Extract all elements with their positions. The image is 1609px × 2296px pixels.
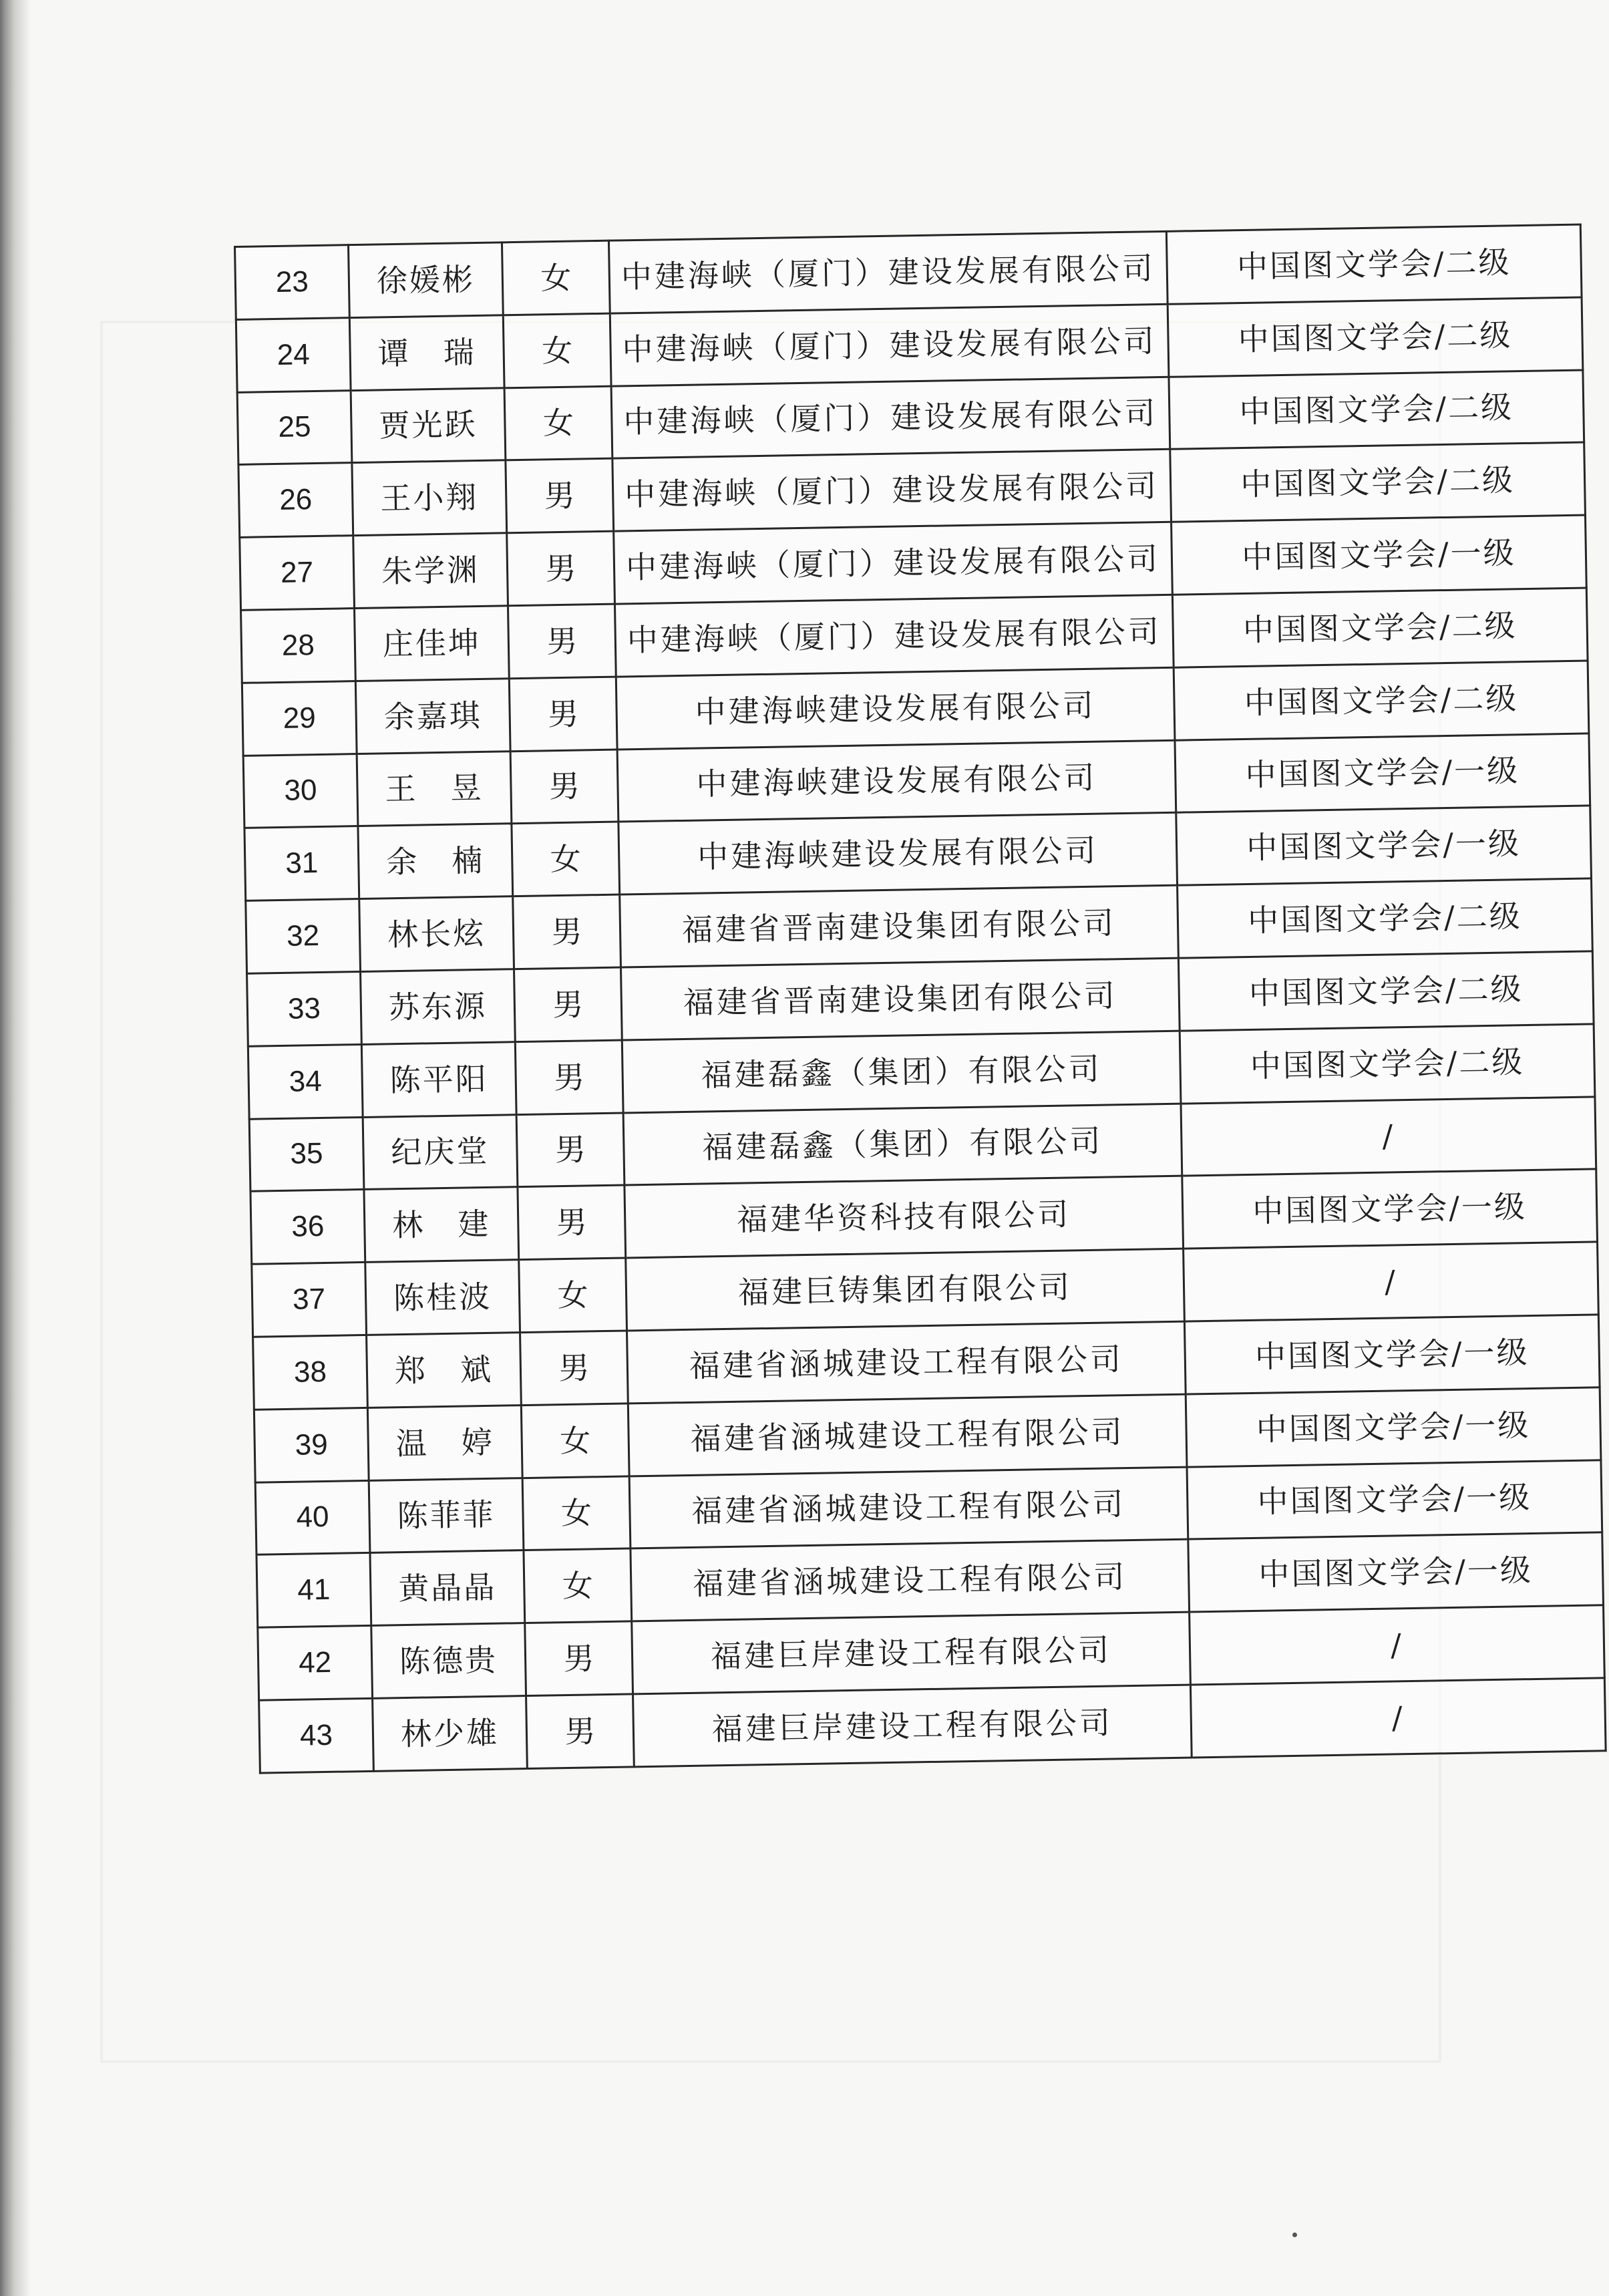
scan-edge-shadow [0,0,31,2296]
certification-level-cell: 中国图文学会/二级 [1174,661,1589,740]
company-name-cell: 福建巨岸建设工程有限公司 [633,1685,1192,1767]
company-name-cell: 中建海峡（厦门）建设发展有限公司 [612,450,1172,532]
gender-cell: 男 [514,967,622,1041]
company-name-cell: 福建省晋南建设集团有限公司 [620,885,1179,967]
person-name-cell: 余 楠 [358,824,513,899]
row-number-cell: 25 [237,390,352,465]
row-number-cell: 36 [250,1190,365,1265]
row-number-cell: 39 [254,1408,369,1482]
gender-cell: 女 [519,1258,627,1332]
row-number-cell: 27 [240,536,355,611]
row-number-cell: 34 [248,1044,363,1119]
company-name-cell: 福建省涵城建设工程有限公司 [627,1321,1186,1404]
person-name-cell: 王小翔 [352,460,507,536]
certification-level-cell: 中国图文学会/二级 [1178,951,1594,1031]
certification-level-cell: 中国图文学会/二级 [1172,588,1588,667]
row-number-cell: 33 [247,971,362,1046]
person-name-cell: 贾光跃 [351,387,506,463]
person-name-cell: 余嘉琪 [355,679,510,754]
row-number-cell: 31 [244,826,359,901]
gender-cell: 男 [515,1040,623,1114]
row-number-cell: 42 [258,1626,373,1701]
person-name-cell: 庄佳坤 [355,606,510,681]
certification-level-cell: / [1181,1096,1596,1176]
company-name-cell: 福建省涵城建设工程有限公司 [628,1394,1187,1476]
row-number-cell: 26 [238,463,353,538]
gender-cell: 男 [520,1331,629,1405]
person-name-cell: 林少雄 [373,1695,528,1771]
certification-level-cell: 中国图文学会/一级 [1182,1169,1598,1249]
gender-cell: 男 [508,604,616,678]
gender-cell: 男 [513,894,621,969]
gender-cell: 男 [506,459,614,533]
row-number-cell: 30 [243,754,358,828]
scan-speck [1292,2233,1297,2237]
company-name-cell: 中建海峡（厦门）建设发展有限公司 [611,377,1170,459]
row-number-cell: 35 [249,1117,364,1192]
person-name-cell: 朱学渊 [353,533,508,609]
person-name-cell: 陈桂波 [365,1260,520,1335]
roster-table [234,224,1607,1774]
gender-cell: 女 [503,313,611,387]
row-number-cell: 28 [241,609,356,683]
gender-cell: 男 [507,531,615,605]
gender-cell: 女 [504,386,612,460]
certification-level-cell: 中国图文学会/二级 [1166,224,1582,304]
certification-level-cell: / [1190,1605,1605,1685]
certification-level-cell: 中国图文学会/一级 [1186,1387,1601,1467]
person-name-cell: 林 建 [364,1187,519,1263]
person-name-cell: 陈菲菲 [369,1478,524,1553]
certification-level-cell: 中国图文学会/一级 [1184,1315,1600,1394]
company-name-cell: 中建海峡（厦门）建设发展有限公司 [614,522,1173,604]
person-name-cell: 纪庆堂 [363,1114,518,1190]
company-name-cell: 中建海峡建设发展有限公司 [618,813,1178,895]
gender-cell: 女 [502,240,610,315]
person-name-cell: 林长炫 [359,896,514,972]
certification-level-cell: 中国图文学会/二级 [1168,297,1583,377]
gender-cell: 女 [521,1404,629,1478]
row-number-cell: 41 [256,1553,371,1628]
company-name-cell: 中建海峡（厦门）建设发展有限公司 [610,304,1169,386]
person-name-cell: 温 婷 [367,1405,522,1480]
company-name-cell: 中建海峡建设发展有限公司 [617,740,1176,822]
certification-level-cell: 中国图文学会/一级 [1175,733,1590,813]
person-name-cell: 苏东源 [361,969,516,1045]
gender-cell: 女 [522,1476,631,1550]
gender-cell: 男 [509,677,617,751]
roster-table-body [235,224,1606,1773]
company-name-cell: 福建省涵城建设工程有限公司 [629,1467,1188,1549]
gender-cell: 男 [525,1621,633,1695]
certification-level-cell: 中国图文学会/一级 [1176,806,1592,885]
certification-level-cell: 中国图文学会/二级 [1180,1024,1595,1104]
gender-cell: 男 [526,1694,635,1769]
gender-cell: 男 [518,1185,626,1259]
certification-level-cell: 中国图文学会/一级 [1187,1460,1602,1539]
row-number-cell: 23 [235,245,350,320]
person-name-cell: 陈平阳 [361,1041,516,1117]
company-name-cell: 福建省涵城建设工程有限公司 [631,1539,1190,1621]
row-number-cell: 43 [259,1698,374,1773]
company-name-cell: 中建海峡（厦门）建设发展有限公司 [614,595,1174,677]
company-name-cell: 中建海峡（厦门）建设发展有限公司 [608,231,1168,313]
row-number-cell: 29 [242,681,357,756]
company-name-cell: 福建巨岸建设工程有限公司 [632,1612,1191,1694]
certification-level-cell: 中国图文学会/一级 [1188,1532,1604,1612]
person-name-cell: 陈德贵 [371,1623,526,1699]
company-name-cell: 福建省晋南建设集团有限公司 [620,958,1180,1040]
company-name-cell: 中建海峡建设发展有限公司 [616,667,1175,750]
gender-cell: 男 [516,1113,624,1187]
gender-cell: 女 [524,1548,632,1623]
company-name-cell: 福建磊鑫（集团）有限公司 [622,1031,1181,1113]
row-number-cell: 40 [255,1480,370,1555]
row-number-cell: 32 [246,899,361,974]
person-name-cell: 黄晶晶 [370,1550,525,1626]
certification-level-cell: 中国图文学会/二级 [1169,370,1584,450]
row-number-cell: 24 [236,317,351,392]
certification-level-cell: 中国图文学会/二级 [1170,442,1586,522]
certification-level-cell: 中国图文学会/一级 [1172,515,1587,595]
gender-cell: 男 [510,750,618,824]
certification-level-cell: / [1184,1242,1599,1321]
gender-cell: 女 [512,822,620,896]
person-name-cell: 谭 瑞 [349,315,504,391]
certification-level-cell: 中国图文学会/二级 [1178,878,1593,958]
certification-level-cell: / [1190,1678,1606,1758]
person-name-cell: 王 昱 [357,751,512,826]
row-number-cell: 37 [252,1263,367,1337]
person-name-cell: 郑 斌 [367,1333,522,1408]
company-name-cell: 福建磊鑫（集团）有限公司 [623,1104,1182,1186]
company-name-cell: 福建华资科技有限公司 [624,1176,1184,1259]
row-number-cell: 38 [253,1335,368,1410]
company-name-cell: 福建巨铸集团有限公司 [626,1249,1185,1331]
person-name-cell: 徐媛彬 [349,242,504,318]
